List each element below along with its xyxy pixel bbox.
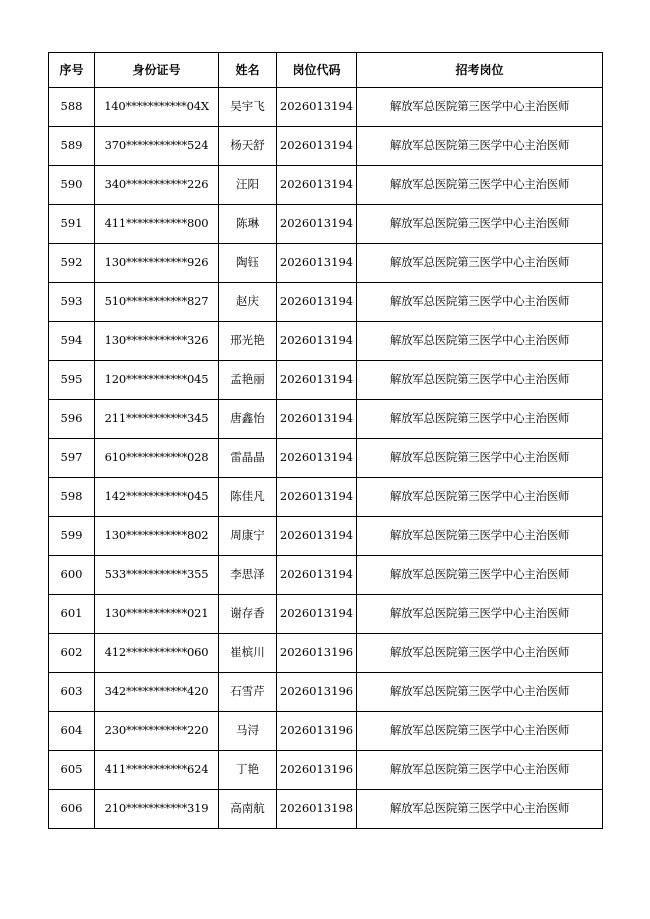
cell-post: 解放军总医院第三医学中心主治医师 [357,400,603,439]
cell-post-code: 2026013194 [277,244,357,283]
cell-name: 谢存香 [219,595,277,634]
cell-index: 593 [49,283,95,322]
cell-name: 崔槟川 [219,634,277,673]
cell-id-number: 533***********355 [95,556,219,595]
cell-post: 解放军总医院第三医学中心主治医师 [357,478,603,517]
cell-index: 602 [49,634,95,673]
cell-index: 603 [49,673,95,712]
cell-post-code: 2026013194 [277,361,357,400]
cell-index: 592 [49,244,95,283]
table-row [49,322,603,361]
table-row [49,361,603,400]
cell-id-number: 140***********04X [95,88,219,127]
cell-index: 597 [49,439,95,478]
table-row [49,712,603,751]
cell-post-code: 2026013194 [277,88,357,127]
cell-id-number: 130***********021 [95,595,219,634]
cell-name: 杨天舒 [219,127,277,166]
cell-index: 601 [49,595,95,634]
table-row [49,166,603,205]
column-header-index: 序号 [49,53,95,88]
cell-post: 解放军总医院第三医学中心主治医师 [357,712,603,751]
cell-id-number: 610***********028 [95,439,219,478]
candidate-roster-table [48,52,603,829]
cell-index: 606 [49,790,95,829]
cell-id-number: 142***********045 [95,478,219,517]
cell-post-code: 2026013196 [277,712,357,751]
cell-name: 赵庆 [219,283,277,322]
cell-post-code: 2026013198 [277,790,357,829]
cell-id-number: 120***********045 [95,361,219,400]
cell-id-number: 230***********220 [95,712,219,751]
cell-post-code: 2026013194 [277,517,357,556]
cell-name: 石雪芹 [219,673,277,712]
cell-id-number: 210***********319 [95,790,219,829]
cell-name: 雷晶晶 [219,439,277,478]
cell-post-code: 2026013194 [277,127,357,166]
cell-index: 600 [49,556,95,595]
cell-post: 解放军总医院第三医学中心主治医师 [357,244,603,283]
cell-post: 解放军总医院第三医学中心主治医师 [357,673,603,712]
cell-name: 汪阳 [219,166,277,205]
cell-name: 唐鑫怡 [219,400,277,439]
cell-id-number: 370***********524 [95,127,219,166]
table-row [49,595,603,634]
cell-id-number: 130***********802 [95,517,219,556]
cell-name: 陈佳凡 [219,478,277,517]
cell-name: 陶钰 [219,244,277,283]
cell-name: 周康宁 [219,517,277,556]
column-header-post-code: 岗位代码 [277,53,357,88]
table-row [49,244,603,283]
cell-id-number: 342***********420 [95,673,219,712]
table-row [49,478,603,517]
table-header [49,53,603,88]
cell-name: 李思泽 [219,556,277,595]
table-row [49,400,603,439]
cell-index: 594 [49,322,95,361]
cell-post: 解放军总医院第三医学中心主治医师 [357,88,603,127]
table-row [49,556,603,595]
cell-name: 吴宇飞 [219,88,277,127]
table-row [49,673,603,712]
cell-post: 解放军总医院第三医学中心主治医师 [357,322,603,361]
table-row [49,439,603,478]
cell-index: 588 [49,88,95,127]
table-row [49,517,603,556]
cell-post-code: 2026013194 [277,166,357,205]
column-header-name: 姓名 [219,53,277,88]
cell-id-number: 412***********060 [95,634,219,673]
cell-post: 解放军总医院第三医学中心主治医师 [357,127,603,166]
cell-index: 589 [49,127,95,166]
cell-name: 丁艳 [219,751,277,790]
cell-name: 孟艳丽 [219,361,277,400]
cell-index: 591 [49,205,95,244]
cell-name: 邢光艳 [219,322,277,361]
column-header-id-number: 身份证号 [95,53,219,88]
cell-post-code: 2026013196 [277,634,357,673]
table-header-row [49,53,603,88]
cell-id-number: 411***********800 [95,205,219,244]
cell-post-code: 2026013194 [277,478,357,517]
cell-post-code: 2026013196 [277,751,357,790]
cell-id-number: 510***********827 [95,283,219,322]
cell-name: 马浔 [219,712,277,751]
table-body [49,88,603,829]
cell-post-code: 2026013194 [277,595,357,634]
cell-name: 陈琳 [219,205,277,244]
cell-id-number: 340***********226 [95,166,219,205]
cell-post-code: 2026013194 [277,439,357,478]
cell-id-number: 130***********326 [95,322,219,361]
table-row [49,205,603,244]
table-row [49,127,603,166]
cell-post-code: 2026013194 [277,283,357,322]
table-row [49,634,603,673]
cell-index: 595 [49,361,95,400]
cell-id-number: 211***********345 [95,400,219,439]
cell-name: 高南航 [219,790,277,829]
table-row [49,283,603,322]
cell-post: 解放军总医院第三医学中心主治医师 [357,556,603,595]
cell-index: 590 [49,166,95,205]
cell-post: 解放军总医院第三医学中心主治医师 [357,361,603,400]
table-row [49,751,603,790]
cell-id-number: 411***********624 [95,751,219,790]
cell-post: 解放军总医院第三医学中心主治医师 [357,595,603,634]
cell-post: 解放军总医院第三医学中心主治医师 [357,283,603,322]
cell-post: 解放军总医院第三医学中心主治医师 [357,790,603,829]
cell-index: 596 [49,400,95,439]
cell-post: 解放军总医院第三医学中心主治医师 [357,517,603,556]
cell-post-code: 2026013194 [277,205,357,244]
cell-post: 解放军总医院第三医学中心主治医师 [357,205,603,244]
cell-post-code: 2026013194 [277,322,357,361]
cell-post: 解放军总医院第三医学中心主治医师 [357,439,603,478]
cell-index: 599 [49,517,95,556]
cell-index: 604 [49,712,95,751]
column-header-post: 招考岗位 [357,53,603,88]
cell-index: 605 [49,751,95,790]
cell-post: 解放军总医院第三医学中心主治医师 [357,166,603,205]
cell-post-code: 2026013194 [277,400,357,439]
table-row [49,88,603,127]
cell-post-code: 2026013196 [277,673,357,712]
cell-post-code: 2026013194 [277,556,357,595]
cell-post: 解放军总医院第三医学中心主治医师 [357,751,603,790]
cell-post: 解放军总医院第三医学中心主治医师 [357,634,603,673]
cell-index: 598 [49,478,95,517]
table-row [49,790,603,829]
cell-id-number: 130***********926 [95,244,219,283]
